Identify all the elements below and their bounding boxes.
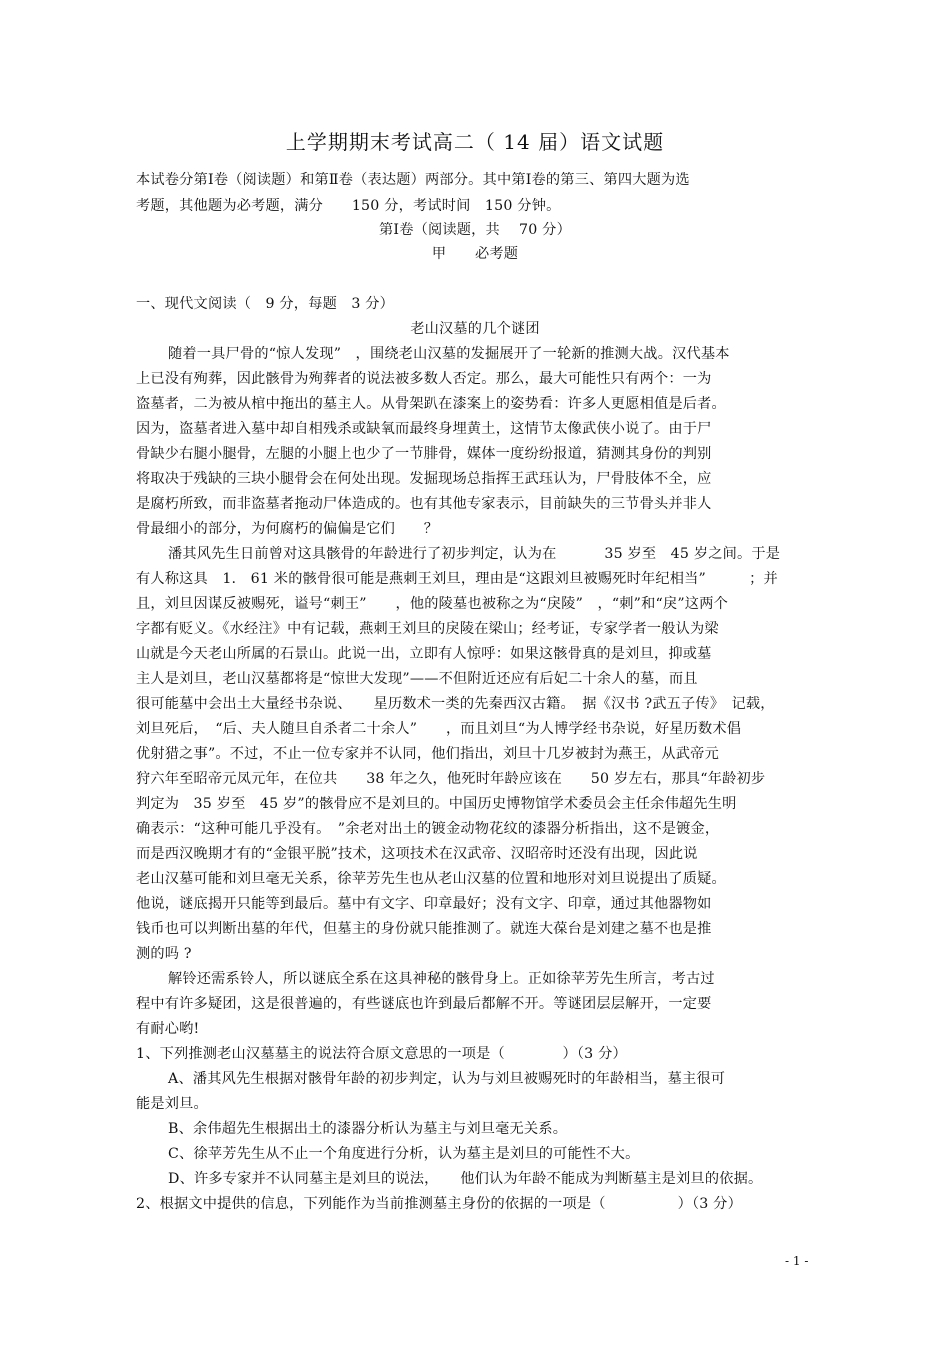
paragraph-line: 将取决于残缺的三块小腿骨会在何处出现。发掘现场总指挥王武珏认为，尸骨肢体不全，应 xyxy=(136,471,712,487)
question-1: 1、下列推测老山汉墓墓主的说法符合原文意思的一项是（ ）（3 分） xyxy=(136,1046,627,1062)
paragraph-line: 骨最细小的部分，为何腐朽的偏偏是它们 ？ xyxy=(136,521,439,537)
paragraph-line: 随着一具尸骨的“惊人发现” ，围绕老山汉墓的发掘展开了一轮新的推测大战。汉代基本 xyxy=(168,346,730,362)
intro-line: 本试卷分第Ⅰ卷（阅读题）和第Ⅱ卷（表达题）两部分。其中第Ⅰ卷的第三、第四大题为选 xyxy=(136,172,690,188)
paragraph-line: 盗墓者，二为被从棺中拖出的墓主人。从骨架趴在漆案上的姿势看：许多人更愿相值是后者。 xyxy=(136,396,726,412)
paragraph-line: 骨缺少右腿小腿骨，左腿的小腿上也少了一节腓骨，媒体一度纷纷报道，猜测其身份的判别 xyxy=(136,446,712,462)
paragraph-line: 有人称这具 1. 61 米的骸骨很可能是燕刺王刘旦，理由是“这跟刘旦被赐死时年纪相当” ；并 xyxy=(136,571,778,587)
paragraph-line: 他说，谜底揭开只能等到最后。墓中有文字、印章最好；没有文字、印章，通过其他器物如 xyxy=(136,896,712,912)
page-number: - 1 - xyxy=(785,1254,809,1268)
article-title: 老山汉墓的几个谜团 xyxy=(410,321,540,337)
paragraph-line: 是腐朽所致，而非盗墓者拖动尸体造成的。也有其他专家表示，目前缺失的三节骨头并非人 xyxy=(136,496,712,512)
paragraph-line: 很可能墓中会出土大量经书杂说、 星历数术一类的先秦西汉古籍。 据《汉书 ?武五子传》 记载， xyxy=(136,696,775,712)
paragraph-line: 山就是今天老山所属的石景山。此说一出，立即有人惊呼：如果这骸骨真的是刘旦，抑或墓 xyxy=(136,646,712,662)
paragraph-line: 确表示：“这种可能几乎没有。 ”余老对出土的镀金动物花纹的漆器分析指出，这不是镀金， xyxy=(136,821,720,837)
paragraph-line: 测的吗 ? xyxy=(136,946,192,962)
intro-line: 考题，其他题为必考题，满分 150 分，考试时间 150 分钟。 xyxy=(136,198,561,214)
paragraph-line: 有耐心哟! xyxy=(136,1021,200,1037)
paragraph-line: 潘其风先生日前曾对这具骸骨的年龄进行了初步判定，认为在 35 岁至 45 岁之间。于是 xyxy=(168,546,781,562)
paragraph-line: 刘旦死后， “后、夫人随旦自杀者二十余人” ，而且刘旦“为人博学经书杂说，好星历数术倡 xyxy=(136,721,742,737)
option-b: B、余伟超先生根据出土的漆器分析认为墓主与刘旦毫无关系。 xyxy=(168,1121,568,1137)
paragraph-line: 钱币也可以判断出墓的年代，但墓主的身份就只能推测了。就连大葆台是刘建之墓不也是推 xyxy=(136,921,712,937)
paragraph-line: 老山汉墓可能和刘旦毫无关系，徐苹芳先生也从老山汉墓的位置和地形对刘旦说提出了质疑。 xyxy=(136,871,726,887)
paragraph-line: 优射猎之事”。不过，不止一位专家并不认同，他们指出，刘旦十几岁被封为燕王，从武帝元 xyxy=(136,746,719,762)
reading-heading: 一、现代文阅读（ 9 分，每题 3 分） xyxy=(136,296,395,312)
option-d: D、许多专家并不认同墓主是刘旦的说法， 他们认为年龄不能成为判断墓主是刘旦的依据。 xyxy=(168,1171,763,1187)
option-c: C、徐苹芳先生从不止一个角度进行分析，认为墓主是刘旦的可能性不大。 xyxy=(168,1146,640,1162)
paragraph-line: 且，刘旦因谋反被赐死，谥号“刺王” ，他的陵墓也被称之为“戾陵” ，“刺”和“戾”这两个 xyxy=(136,596,728,612)
paragraph-line: 字都有贬义。《水经注》中有记载，燕刺王刘旦的戾陵在梁山；经考证，专家学者一般认为梁 xyxy=(136,621,719,637)
paragraph-line: 狩六年至昭帝元凤元年，在位共 38 年之久，他死时年龄应该在 50 岁左右，那具“年龄初步 xyxy=(136,771,766,787)
paragraph-line: 程中有许多疑团，这是很普遍的，有些谜底也许到最后都解不开。等谜团层层解开，一定要 xyxy=(136,996,712,1012)
paragraph-line: 主人是刘旦，老山汉墓都将是“惊世大发现”——不但附近还应有后妃二十余人的墓，而且 xyxy=(136,671,698,687)
paragraph-line: 判定为 35 岁至 45 岁”的骸骨应不是刘旦的。中国历史博物馆学术委员会主任余伟超先生明 xyxy=(136,796,737,812)
option-a: A、潘其风先生根据对骸骨年龄的初步判定，认为与刘旦被赐死时的年龄相当，墓主很可 xyxy=(168,1071,726,1087)
document-title: 上学期期末考试高二（ 14 届）语文试题 xyxy=(285,130,665,154)
paragraph-line: 因为，盗墓者进入墓中却自相残杀或缺氧而最终身埋黄土，这情节太像武侠小说了。由于尸 xyxy=(136,421,712,437)
section-heading: 甲 必考题 xyxy=(431,246,519,262)
paragraph-line: 上已没有殉葬，因此骸骨为殉葬者的说法被多数人否定。那么，最大可能性只有两个：一为 xyxy=(136,371,712,387)
part-heading: 第Ⅰ卷（阅读题，共 70 分） xyxy=(379,222,571,238)
question-2: 2、根据文中提供的信息，下列能作为当前推测墓主身份的依据的一项是（ ）（3 分） xyxy=(136,1196,742,1212)
option-a-continued: 能是刘旦。 xyxy=(136,1096,208,1112)
paragraph-line: 而是西汉晚期才有的“金银平脱”技术，这项技术在汉武帝、汉昭帝时还没有出现，因此说 xyxy=(136,846,698,862)
paragraph-line: 解铃还需系铃人，所以谜底全系在这具神秘的骸骨身上。正如徐苹芳先生所言，考古过 xyxy=(168,971,715,987)
